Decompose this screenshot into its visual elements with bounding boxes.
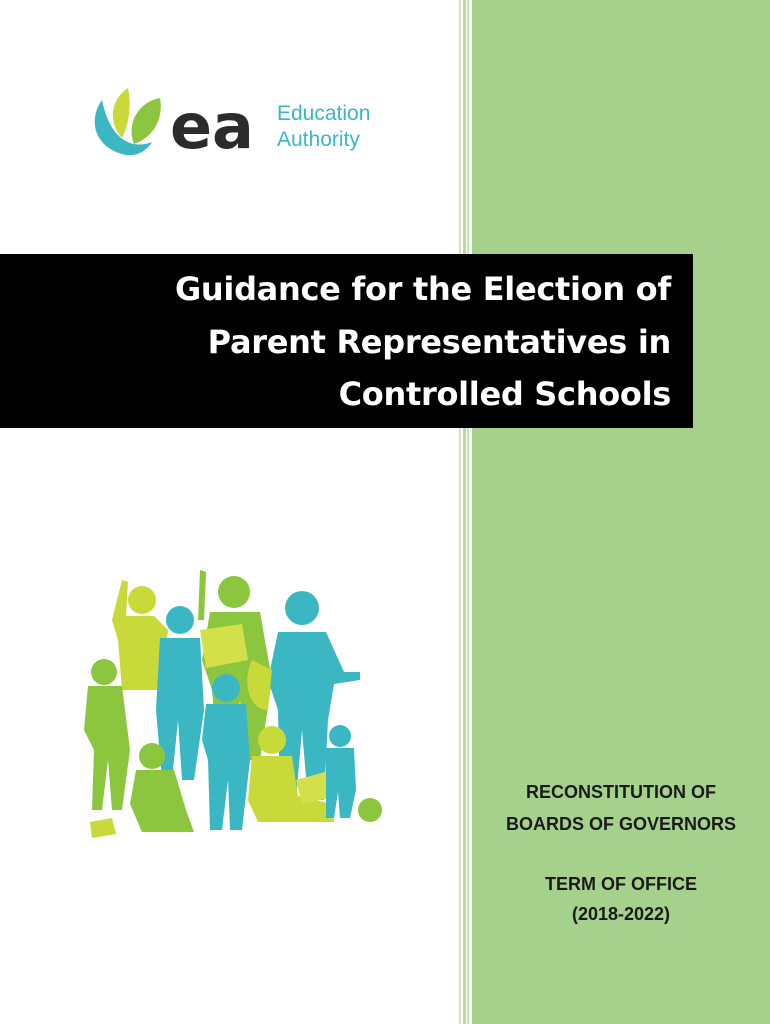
stripe-divider xyxy=(459,0,461,1024)
stripe-divider xyxy=(463,0,466,1024)
svg-text:Authority: Authority xyxy=(277,128,360,151)
term-years: (2018-2022) xyxy=(571,904,671,924)
title-band xyxy=(0,254,693,428)
title-line-2: Parent Representatives in xyxy=(207,323,671,361)
title-line-3: Controlled Schools xyxy=(338,375,671,413)
people-silhouettes-icon xyxy=(82,560,392,850)
svg-text:ea: ea xyxy=(170,90,254,163)
ea-logo-icon xyxy=(88,80,408,170)
title-line-1: Guidance for the Election of xyxy=(174,270,671,308)
stripe-divider xyxy=(467,0,469,1024)
education-authority-logo xyxy=(88,80,408,170)
reconstitution-line-2: BOARDS OF GOVERNORS xyxy=(505,814,737,834)
svg-text:Education: Education xyxy=(277,102,371,125)
term-of-office-label: TERM OF OFFICE xyxy=(545,874,697,894)
reconstitution-line-1: RECONSTITUTION OF xyxy=(526,782,716,802)
children-illustration xyxy=(82,560,392,850)
green-side-panel xyxy=(472,0,770,1024)
